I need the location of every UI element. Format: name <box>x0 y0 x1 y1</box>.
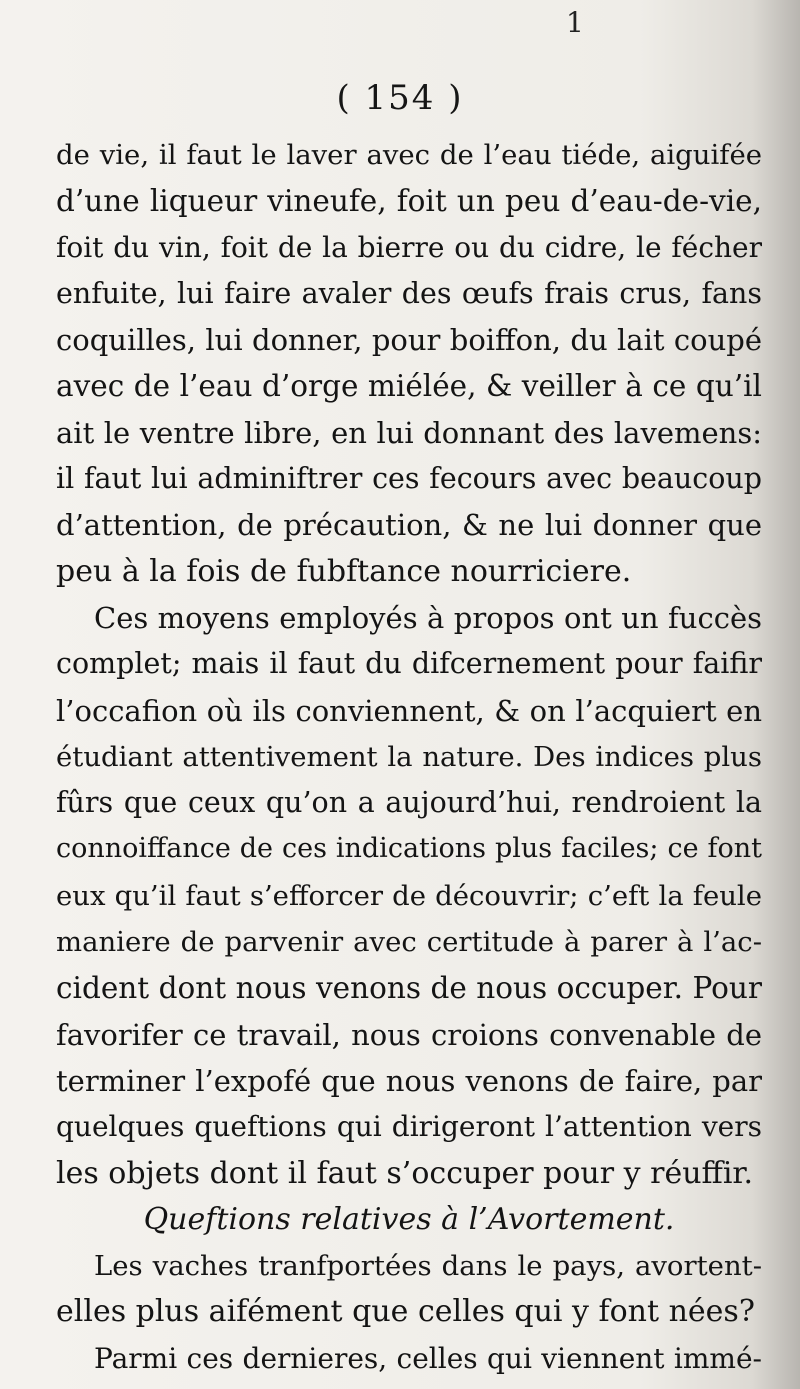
text-line: peu à la fois de fubftance nourriciere. <box>56 553 632 589</box>
text-line: elles plus aifément que celles qui y font nées? <box>56 1294 755 1330</box>
text-line: foit du vin, foit de la bierre ou du cidre, le fécher <box>56 230 762 264</box>
text-line: favorifer ce travail, nous croions convenable de <box>56 1017 762 1052</box>
text-line: terminer l’expofé que nous venons de faire, par <box>56 1063 762 1098</box>
text-line: maniere de parvenir avec certitude à parer à l’ac- <box>56 926 762 959</box>
text-line: les objets dont il faut s’occuper pour y réuffir. <box>56 1155 754 1191</box>
text-line: fûrs que ceux qu’on a aujourd’hui, rendroient la <box>56 786 762 820</box>
text-line: enfuite, lui faire avaler des œufs frais crus, fans <box>56 276 762 310</box>
text-line: eux qu’il faut s’efforcer de découvrir; c’eft la feule <box>56 879 762 912</box>
text-line: avec de l’eau d’orge miélée, & veiller à ce qu’il <box>56 369 762 404</box>
text-line: ait le ventre libre, en lui donnant des lavemens: <box>56 415 762 450</box>
text-line: quelques queftions qui dirigeront l’attention vers <box>56 1110 762 1144</box>
text-line: complet; mais il faut du difcernement pour faifir <box>56 647 762 681</box>
text-line: l’occafion où ils conviennent, & on l’acquiert en <box>56 693 762 728</box>
text-line: coquilles, lui donner, pour boiffon, du lait coupé <box>56 323 762 358</box>
body-text <box>56 132 762 1382</box>
text-line: de vie, il faut le laver avec de l’eau tiéde, aiguifée <box>56 139 762 171</box>
text-line: cident dont nous venons de nous occuper. Pour <box>56 971 762 1006</box>
corner-mark: 1 <box>566 6 584 39</box>
page-number: ( 154 ) <box>336 78 464 118</box>
text-line: il faut lui adminiftrer ces fecours avec beaucoup <box>56 462 762 496</box>
section-heading: Queftions relatives à l’Avortement. <box>143 1201 675 1237</box>
text-line: Ces moyens employés à propos ont un fuccès <box>94 600 762 635</box>
text-line: Parmi ces dernieres, celles qui viennent immé- <box>94 1341 762 1375</box>
text-line: connoiffance de ces indications plus faciles; ce font <box>56 833 762 865</box>
text-line: d’attention, de précaution, & ne lui donner que <box>56 508 762 543</box>
text-line: Les vaches tranfportées dans le pays, avortent- <box>94 1250 762 1283</box>
text-line: étudiant attentivement la nature. Des indices plus <box>56 740 762 773</box>
text-line: d’une liqueur vineufe, foit un peu d’eau-de-vie, <box>56 184 762 219</box>
